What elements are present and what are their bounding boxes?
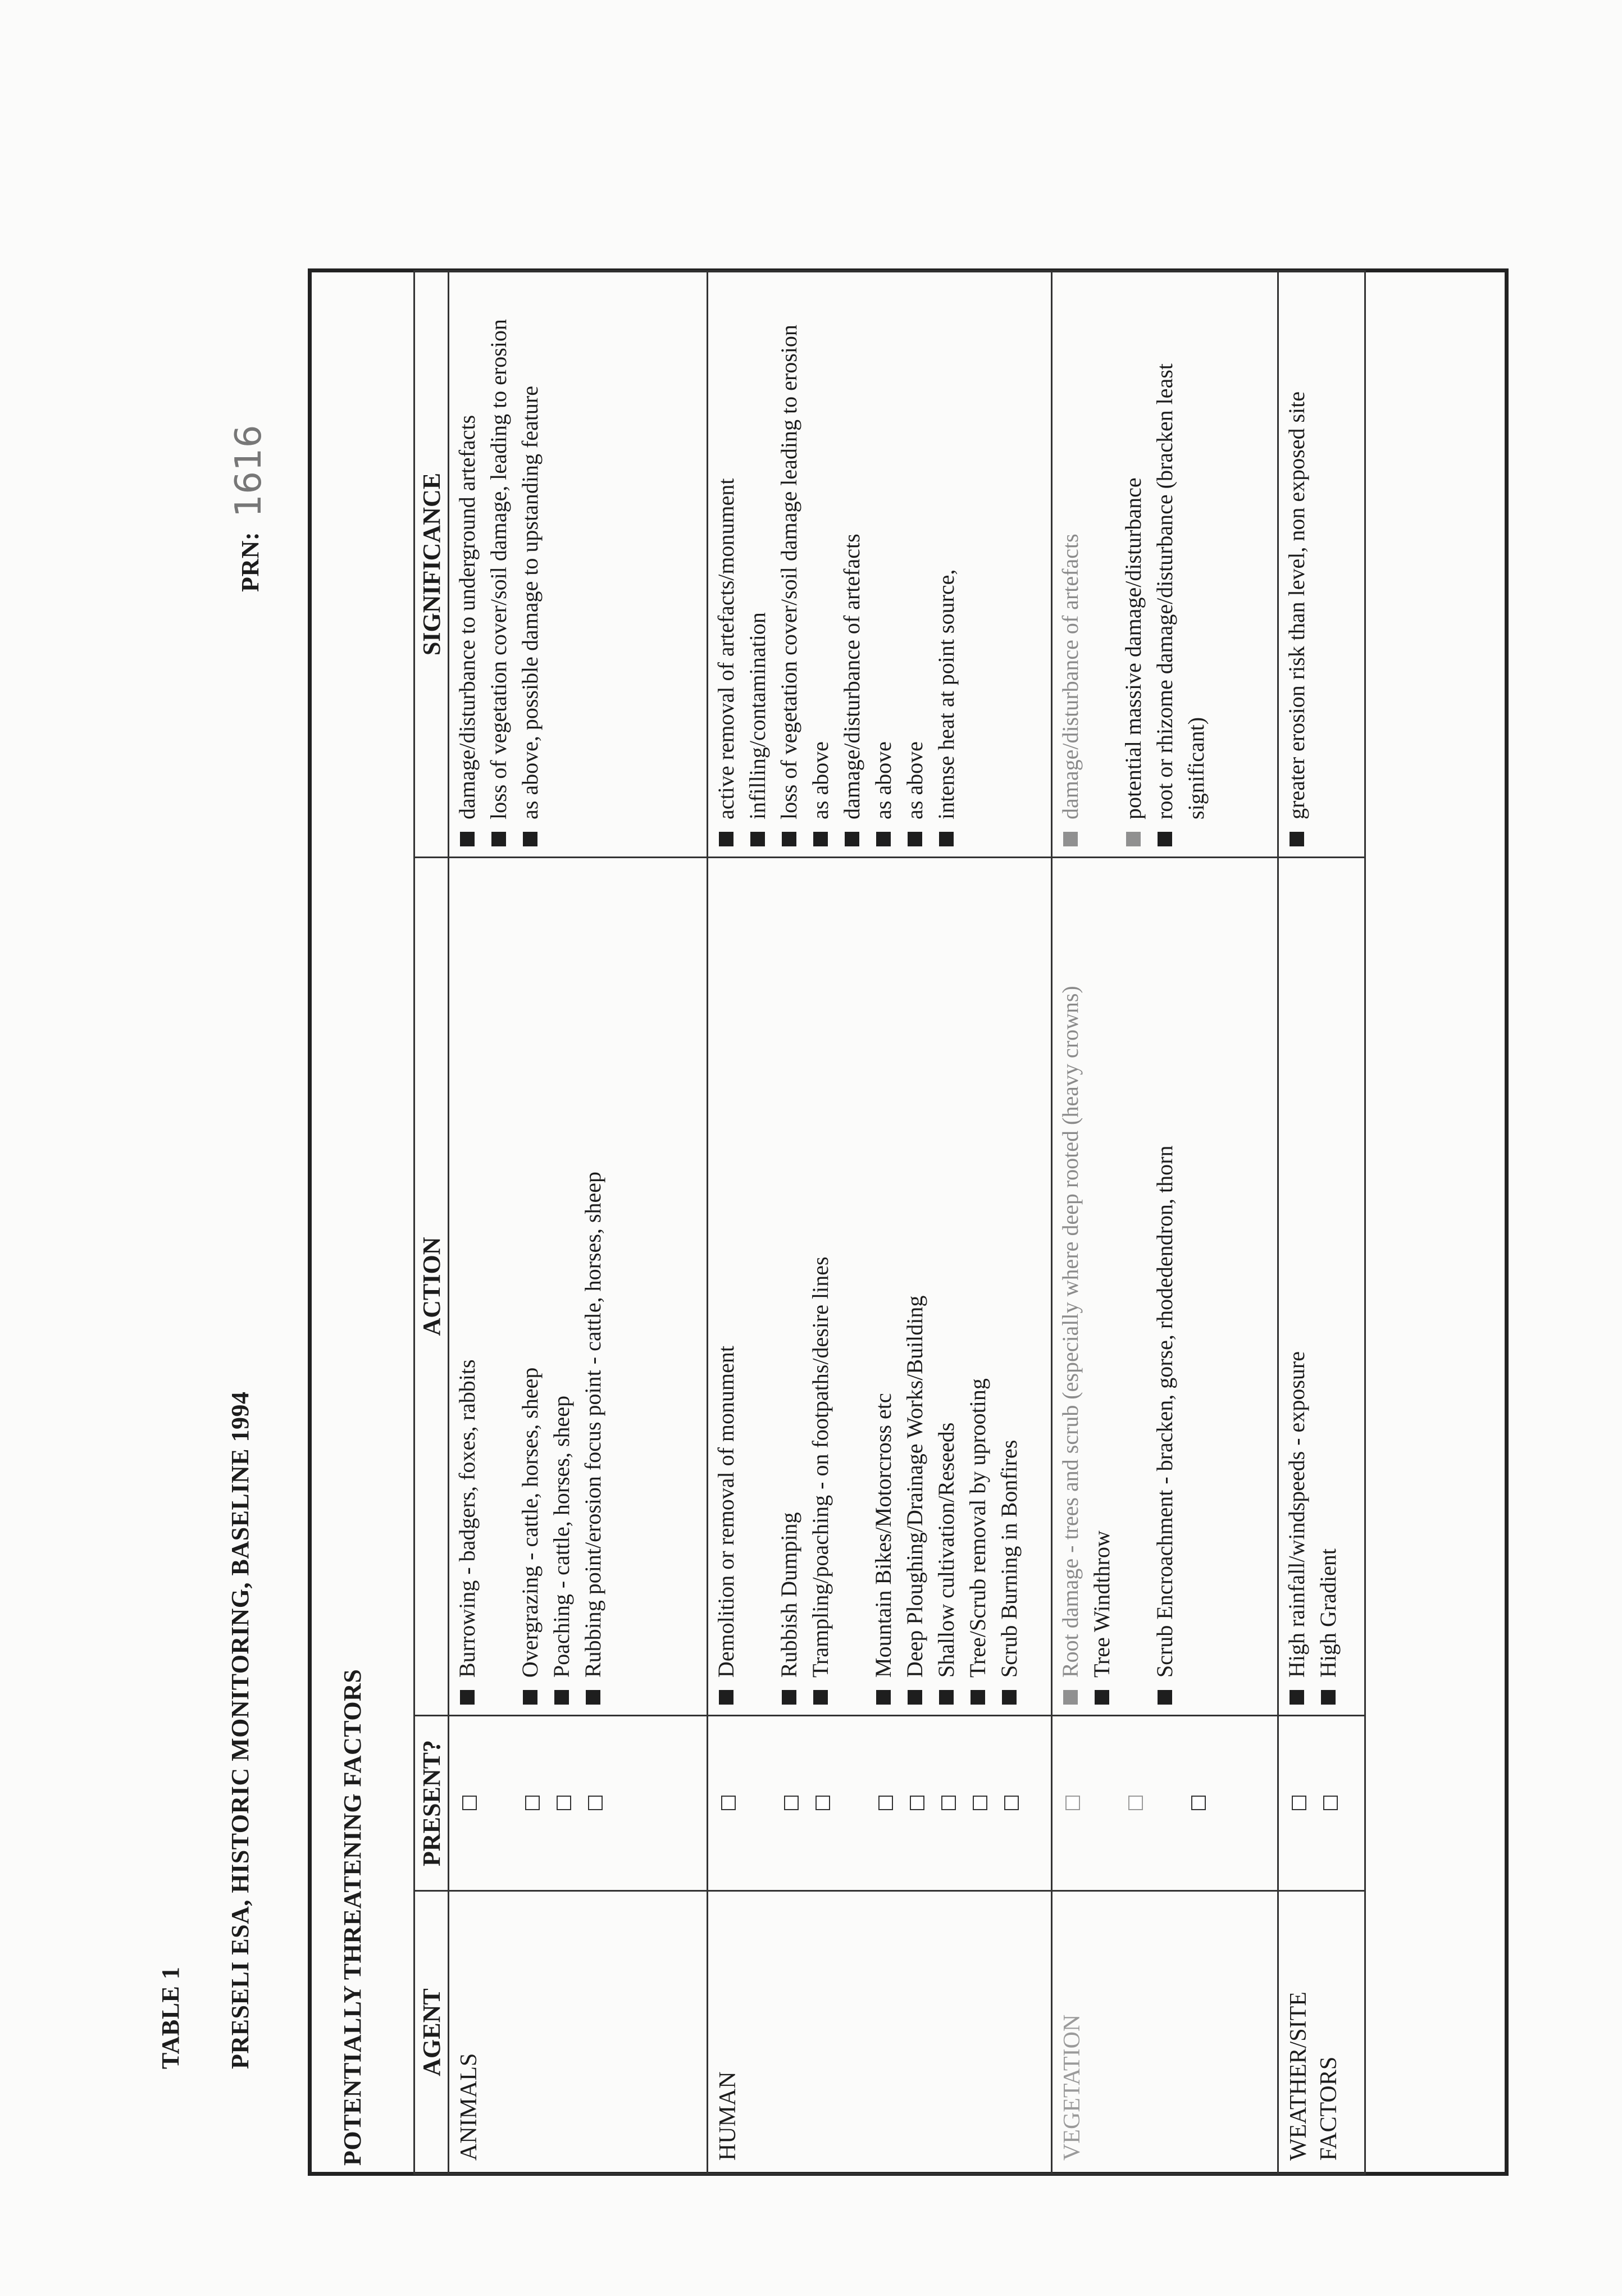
square-bullet-icon: [491, 832, 506, 846]
present-checkbox[interactable]: [557, 1796, 571, 1811]
present-checkbox[interactable]: [1191, 1796, 1206, 1811]
square-bullet-icon: [554, 1690, 569, 1705]
action-item: Shallow cultivation/Reseeds: [931, 863, 962, 1710]
square-bullet-icon: [971, 1690, 985, 1705]
significance-item: as above: [899, 276, 931, 852]
column-header-present: PRESENT?: [414, 1716, 449, 1891]
present-checkbox[interactable]: [784, 1796, 799, 1811]
significance-item: damage/disturbance of artefacts: [836, 276, 868, 852]
column-header-significance: SIGNIFICANCE: [414, 271, 449, 858]
action-item: Scrub Burning in Bonfires: [994, 863, 1025, 1710]
action-item: Tree/Scrub removal by uprooting: [962, 863, 994, 1710]
significance-item: infilling/contamination: [742, 276, 773, 852]
significance-item: loss of vegetation cover/soil damage, leading to erosion: [483, 276, 514, 852]
square-bullet-icon: [1158, 1690, 1172, 1705]
square-bullet-icon: [908, 1690, 922, 1705]
table-header-row: [414, 271, 449, 2174]
present-cell-animals: [449, 1716, 708, 1891]
square-bullet-icon: [523, 1690, 537, 1705]
action-item: Poaching - cattle, horses, sheep: [546, 863, 577, 1710]
agent-cell-vegetation: VEGETATION: [1052, 1891, 1278, 2174]
prn-label: PRN:: [236, 531, 264, 592]
square-bullet-icon: [1290, 1690, 1304, 1705]
threatening-factors-table: [413, 270, 1366, 2175]
action-cell-animals: [449, 858, 708, 1716]
present-checkbox[interactable]: [878, 1796, 893, 1811]
present-checkbox[interactable]: [910, 1796, 924, 1811]
action-item: Deep Ploughing/Drainage Works/Building: [899, 863, 931, 1710]
significance-item: as above: [868, 276, 899, 852]
agent-cell-animals: ANIMALS: [449, 1891, 708, 2174]
significance-item: greater erosion risk than level, non exposed site: [1281, 276, 1313, 852]
significance-item: active removal of artefacts/monument: [710, 276, 742, 852]
present-cell-human: [708, 1716, 1052, 1891]
present-checkbox[interactable]: [973, 1796, 987, 1811]
action-item: Tree Windthrow: [1086, 863, 1118, 1710]
square-bullet-icon: [782, 832, 796, 846]
square-bullet-icon: [1063, 832, 1078, 846]
significance-item: damage/disturbance of artefacts: [1055, 276, 1086, 852]
present-cell-vegetation: [1052, 1716, 1278, 1891]
present-checkbox[interactable]: [1065, 1796, 1080, 1811]
square-bullet-icon: [813, 832, 828, 846]
square-bullet-icon: [1321, 1690, 1336, 1705]
action-item: High rainfall/windspeeds - exposure: [1281, 863, 1313, 1710]
present-checkbox[interactable]: [1128, 1796, 1143, 1811]
present-checkbox[interactable]: [815, 1796, 830, 1811]
square-bullet-icon: [845, 832, 859, 846]
square-bullet-icon: [876, 1690, 891, 1705]
action-item: Rubbing point/erosion focus point - cattle, horses, sheep: [577, 863, 609, 1710]
present-checkbox[interactable]: [588, 1796, 603, 1811]
action-item: Demolition or removal of monument: [710, 863, 742, 1710]
column-header-agent: AGENT: [414, 1891, 449, 2174]
present-checkbox[interactable]: [941, 1796, 956, 1811]
action-cell-human: [708, 858, 1052, 1716]
square-bullet-icon: [1063, 1690, 1078, 1705]
table-row-vegetation: [1052, 271, 1278, 2174]
significance-cell-animals: [449, 271, 708, 858]
square-bullet-icon: [876, 832, 891, 846]
square-bullet-icon: [750, 832, 765, 846]
square-bullet-icon: [1126, 832, 1141, 846]
square-bullet-icon: [1095, 1690, 1109, 1705]
table-row-animals: [449, 271, 708, 2174]
action-cell-weather: [1278, 858, 1365, 1716]
square-bullet-icon: [1290, 832, 1304, 846]
present-checkbox[interactable]: [1292, 1796, 1306, 1811]
present-checkbox[interactable]: [1004, 1796, 1019, 1811]
table-number-label: TABLE 1: [157, 1966, 184, 2069]
significance-item: intense heat at point source,: [931, 276, 962, 852]
square-bullet-icon: [939, 1690, 954, 1705]
action-item: Overgrazing - cattle, horses, sheep: [514, 863, 546, 1710]
present-cell-weather: [1278, 1716, 1365, 1891]
square-bullet-icon: [523, 832, 537, 846]
action-item: Burrowing - badgers, foxes, rabbits: [452, 863, 483, 1710]
square-bullet-icon: [908, 832, 922, 846]
significance-item: as above, possible damage to upstanding feature: [514, 276, 546, 852]
document-title: PRESELI ESA, HISTORIC MONITORING, BASELINE 1994: [226, 1391, 254, 2069]
significance-item: potential massive damage/disturbance: [1118, 276, 1149, 852]
prn-reference: [226, 425, 270, 592]
significance-item: root or rhizome damage/disturbance (bracken least significant): [1149, 276, 1212, 852]
square-bullet-icon: [782, 1690, 796, 1705]
square-bullet-icon: [460, 1690, 475, 1705]
present-checkbox[interactable]: [525, 1796, 540, 1811]
agent-cell-human: HUMAN: [708, 1891, 1052, 2174]
square-bullet-icon: [939, 832, 954, 846]
action-item: Scrub Encroachment - bracken, gorse, rhodedendron, thorn: [1149, 863, 1181, 1710]
square-bullet-icon: [1002, 1690, 1017, 1705]
square-bullet-icon: [719, 832, 733, 846]
column-header-action: ACTION: [414, 858, 449, 1716]
significance-item: as above: [805, 276, 836, 852]
square-bullet-icon: [586, 1690, 600, 1705]
square-bullet-icon: [1158, 832, 1172, 846]
significance-item: loss of vegetation cover/soil damage leading to erosion: [773, 276, 805, 852]
square-bullet-icon: [813, 1690, 828, 1705]
agent-cell-weather: WEATHER/SITE FACTORS: [1278, 1891, 1365, 2174]
action-item: Trampling/poaching - on footpaths/desire lines: [805, 863, 836, 1710]
action-item: Root damage - trees and scrub (especially where deep rooted (heavy crowns): [1055, 863, 1086, 1710]
table-row-weather: [1278, 271, 1365, 2174]
prn-handwritten-value: 1616: [228, 425, 270, 517]
table-caption: POTENTIALLY THREATENING FACTORS: [339, 1669, 366, 2166]
square-bullet-icon: [719, 1690, 733, 1705]
significance-cell-human: [708, 271, 1052, 858]
square-bullet-icon: [460, 832, 475, 846]
table-row-human: [708, 271, 1052, 2174]
present-checkbox[interactable]: [462, 1796, 477, 1811]
present-checkbox[interactable]: [1323, 1796, 1338, 1811]
significance-cell-weather: [1278, 271, 1365, 858]
significance-item: damage/disturbance to underground artefacts: [452, 276, 483, 852]
action-cell-vegetation: [1052, 858, 1278, 1716]
action-item: Mountain Bikes/Motorcross etc: [868, 863, 899, 1710]
present-checkbox[interactable]: [721, 1796, 736, 1811]
significance-cell-vegetation: [1052, 271, 1278, 858]
action-item: High Gradient: [1313, 863, 1344, 1710]
action-item: Rubbish Dumping: [773, 863, 805, 1710]
